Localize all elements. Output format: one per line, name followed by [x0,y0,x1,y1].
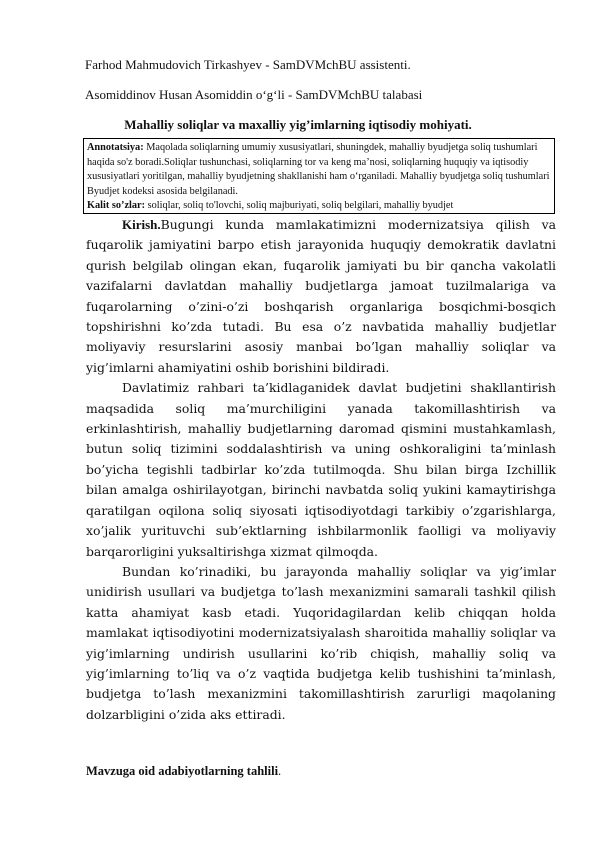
section-heading: Mavzuga oid adabiyotlarning tahlili. [86,764,282,778]
abstract-box [83,138,555,214]
keywords-label: Kalit so’zlar: [87,200,146,212]
author-line-2: Asomiddinov Husan Asomiddin o‘g‘li - SamDVMchBU talabasi [85,87,423,102]
abstract-text: Maqolada soliqlarning umumiy xususiyatlari, shuningdek, mahalliy byudjetga soliq tushumlari haqida so'z boradi.Soliqlar tushunchasi, soliqlarning tor va keng ma’nosi, soliqlarning huquqiy va iqtisodiy xususiyatlari yoritilgan, mahalliy byudjetning shakllanishi ham o‘rganiladi. Mahalliy byudjetga soliq tushumlari Byudjet kodeksi asosida belgilanadi. [87,142,550,197]
body-text [86,215,556,725]
author-line-1: Farhod Mahmudovich Tirkashyev - SamDVMchBU assistenti. [85,57,411,72]
paper-title: Mahalliy soliqlar va maxalliy yig’imlarning iqtisodiy mohiyati. [124,117,472,132]
paragraph-1-text: Bugungi kunda mamlakatimizni modernizatsiya qilish va fuqarolik jamiyatini barpo etish jarayonida huquqiy demokratik davlatni qurish belgilab olingan ekan, fuqarolik jamiyati bu bir qancha vakolatli vazifalarni davlatdan mahalliy budjetlarga jamoat tuzilmalariga va fuqarolarning o’zini-o’zi boshqarish organlariga bosqichmi-bosqich topshirishni ko’zda tutadi. Bu esa o’z navbatida mahalliy budjetlar moliyaviy resurslarini asosiy manbai bo’lgan mahalliy soliqlar va yig’imlarni ahamiyatini oshib borishini bildiradi. [86,217,556,375]
paragraph-intro [86,215,556,378]
paragraph-3: Bundan ko’rinadiki, bu jarayonda mahalliy soliqlar va yig’imlar unidirish usullari va budjetga to’lash mexanizmini samarali tashkil qilish katta ahamiyat kasb etadi. Yuqoridagilardan kelib chiqqan holda mamlakat iqtisodiyotini modernizatsiyalash sharoitida mahalliy soliqlar va yig’imlarning undirish usullarini ko’rib chiqish, mahalliy soliq va yig’imlarning to’liq va o’z vaqtida budjetga kelib tushishini ta’minlash, budjetga to’lash mexanizmini takomillashtirish zarurligi maqolaning dolzarbligini o’zida aks ettiradi. [86,563,556,722]
abstract-label: Annotatsiya: [87,142,144,153]
intro-label: Kirish. [122,217,161,232]
paragraph-2: Davlatimiz rahbari ta’kidlaganidek davlat budjetini shakllantirish maqsadida soliq ma’murchiligini yanada takomillashtirish va erkinlashtirish, mahalliy budjetlarning daromad qismini mustahkamlash, butun soliq tizimini soddalashtirish va uning oshkoraligini ta’minlash bo’yicha tegishli tadbirlar ko’zda tutilmoqda. Shu bilan birga Izchillik bilan amalga oshirilayotgan, birinchi navbatda soliq yukini kamaytirishga qaratilgan oqilona soliq siyosati iqtisodiyotdagi tarkibiy o’zgarishlarga, xo’jalik yurituvchi sub’ektlarning ishbilarmonlik faolligi va moliyaviy barqarorligini yuksaltirishga xizmat qilmoqda. [86,380,556,559]
keywords-text: soliqlar, soliq to'lovchi, soliq majburiyati, soliq belgilari, mahalliy byudjet [147,200,454,212]
